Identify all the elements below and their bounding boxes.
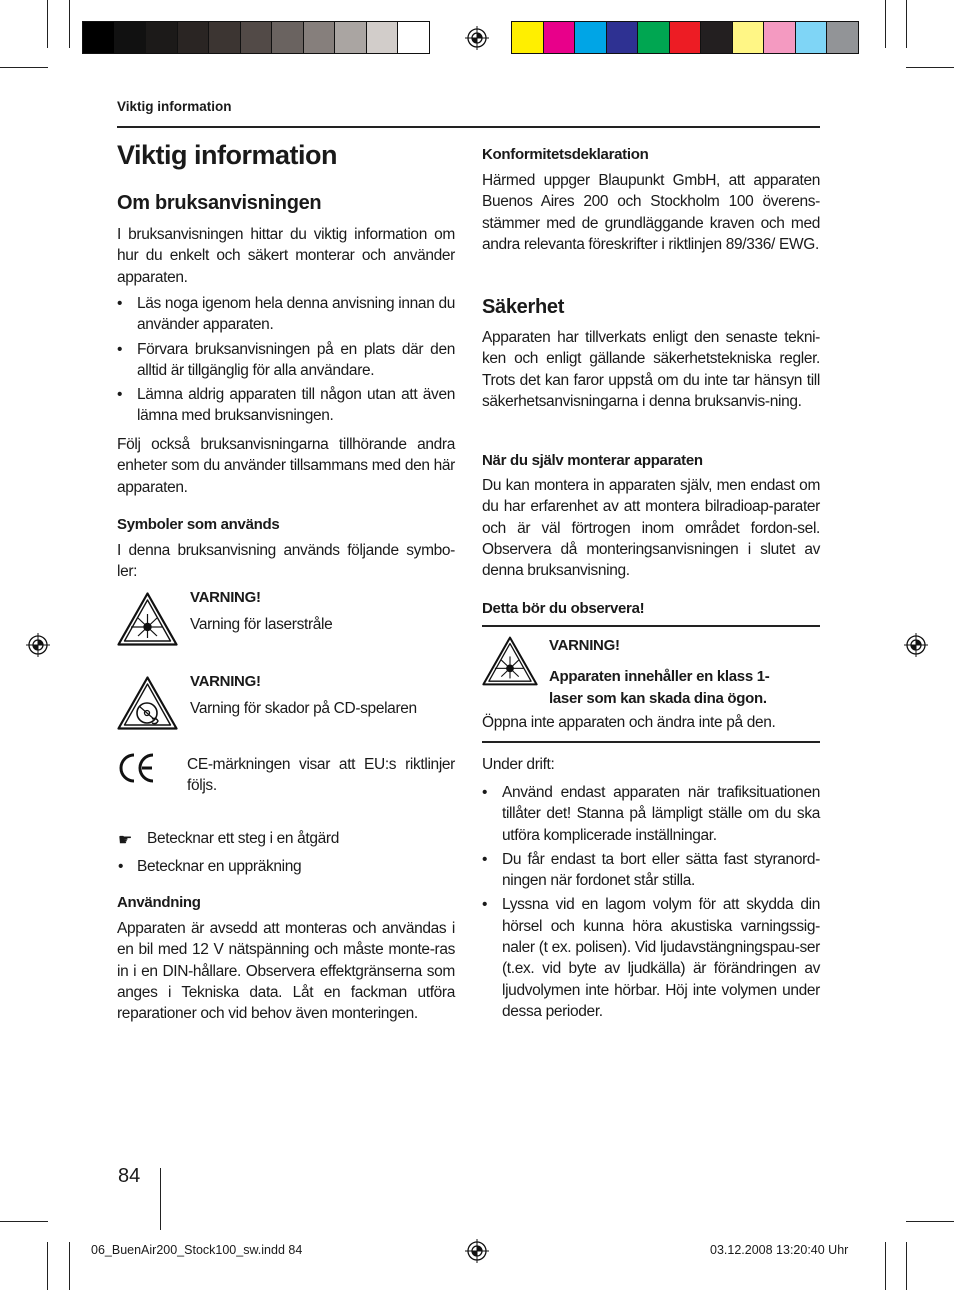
color-swatch xyxy=(764,22,796,53)
page-number: 84 xyxy=(118,1165,141,1187)
safety-paragraph: Apparaten har tillverkats enligt den senaste tekni-ken och enligt gällande säkerhetstekniska regler. Trots det kan faror uppstå om du inte tar hänsyn till säkerhetsanvisningarna i denna bruksanvis-ning. xyxy=(482,329,820,410)
warning-text: Varning för laserstråle xyxy=(190,616,333,633)
color-swatch xyxy=(178,22,210,53)
color-swatch xyxy=(115,22,147,53)
list-item: • Använd endast apparaten när trafiksituationen tillåter det! Stanna på lämpligt ställe om du ska utföra komplicerade inställningar. xyxy=(482,782,820,846)
color-swatch xyxy=(733,22,765,53)
laser-warning-icon xyxy=(117,592,178,646)
warning-text: Varning för skador på CD-spelaren xyxy=(190,700,417,717)
operation-bullet-list xyxy=(482,782,820,1025)
symbols-intro-paragraph: I denna bruksanvisning används följande symbo-ler: xyxy=(117,542,455,581)
color-swatch xyxy=(544,22,576,53)
usage-heading: Användning xyxy=(117,894,201,911)
page-title: Viktig information xyxy=(117,140,338,170)
list-item: • Förvara bruksanvisningen på en plats där den alltid är tillgänglig för alla användare. xyxy=(117,339,455,382)
enumeration-symbol-text: Betecknar en uppräkning xyxy=(137,858,302,875)
bullet-icon: • xyxy=(118,858,124,875)
warning-title: VARNING! xyxy=(190,589,261,606)
color-swatch xyxy=(272,22,304,53)
crop-mark xyxy=(0,1221,48,1222)
color-swatch xyxy=(638,22,670,53)
laser-warning-icon xyxy=(482,635,538,687)
crop-mark xyxy=(47,1242,48,1290)
page-divider xyxy=(160,1168,161,1230)
om-bullet-list xyxy=(117,293,455,430)
operation-intro: Under drift: xyxy=(482,756,555,773)
step-symbol-text: Betecknar ett steg i en åtgärd xyxy=(147,830,339,847)
crop-mark xyxy=(69,1242,70,1290)
crop-mark xyxy=(0,67,48,68)
running-header: Viktig information xyxy=(117,99,232,114)
warning-title: VARNING! xyxy=(190,673,261,690)
color-swatch xyxy=(607,22,639,53)
cd-player-warning-icon xyxy=(117,676,178,730)
crop-mark xyxy=(906,1242,907,1290)
ce-mark-icon xyxy=(117,752,157,784)
warning-text: Apparaten innehåller en klass 1-laser som kan skada dina ögon. xyxy=(549,668,770,707)
color-swatch xyxy=(335,22,367,53)
om-follow-paragraph: Följ också bruksanvisningarna tillhörande andra enheter som du använder tillsammans med den här apparaten. xyxy=(117,436,455,496)
color-swatch xyxy=(512,22,544,53)
registration-mark-icon xyxy=(904,633,928,657)
pointing-hand-icon: ☛ xyxy=(118,832,133,849)
color-swatch xyxy=(701,22,733,53)
footer-filename: 06_BuenAir200_Stock100_sw.indd 84 xyxy=(91,1243,303,1257)
color-swatch xyxy=(827,22,858,53)
crop-mark xyxy=(885,1242,886,1290)
usage-paragraph: Apparaten är avsedd att monteras och användas i en bil med 12 V nätspänning och måste monte-ras in i en DIN-hållare. Observera effektgränserna som anges i Tekniska data. Låt en fackman utföra reparationer och vid behov även monteringen. xyxy=(117,920,455,1023)
color-swatch xyxy=(367,22,399,53)
section-heading-om-bruksanvisningen: Om bruksanvisningen xyxy=(117,192,322,214)
install-heading: När du själv monterar apparaten xyxy=(482,452,703,469)
om-intro-paragraph: I bruksanvisningen hittar du viktig information om hur du enkelt och säkert monterar och använder apparaten. xyxy=(117,226,455,286)
color-swatch xyxy=(670,22,702,53)
registration-mark-icon xyxy=(26,633,50,657)
crop-mark xyxy=(69,0,70,48)
warning-box-top-rule xyxy=(482,625,820,627)
color-swatch xyxy=(398,22,429,53)
install-paragraph: Du kan montera in apparaten själv, men endast om du har erfarenhet av att montera bilradioap-parater och är väl förtrogen inom området fordon-sel. Observera då monteringsanvisningen i slutet av denna bruksanvisning. xyxy=(482,477,820,580)
color-swatch xyxy=(304,22,336,53)
ce-mark-text: CE-märkningen visar att EU:s riktlinjer följs. xyxy=(187,756,455,795)
color-swatch xyxy=(241,22,273,53)
list-item: • Läs noga igenom hela denna anvisning innan du använder apparaten. xyxy=(117,293,455,336)
section-heading-sakerhet: Säkerhet xyxy=(482,296,565,318)
symbols-heading: Symboler som används xyxy=(117,516,280,533)
color-swatch xyxy=(575,22,607,53)
process-color-bar xyxy=(511,21,859,54)
header-rule xyxy=(117,126,820,128)
registration-mark-icon xyxy=(465,26,489,50)
observe-heading: Detta bör du observera! xyxy=(482,600,645,617)
list-item: • Lyssna vid en lagom volym för att skydda din hörsel och kunna höra akustiska varningssig-naler (t ex. polisen). Vid ljudavstängningspau-ser (t.ex. vid byte av ljudkälla) är förändringen av ljudvolymen inte hörbar. Höj inte volymen under dessa perioder. xyxy=(482,894,820,1022)
crop-mark xyxy=(906,1221,954,1222)
warning-box-bottom-rule xyxy=(482,741,820,743)
color-swatch xyxy=(209,22,241,53)
list-item: • Lämna aldrig apparaten till någon utan att även lämna med bruksanvisningen. xyxy=(117,384,455,427)
color-swatch xyxy=(146,22,178,53)
crop-mark xyxy=(47,0,48,48)
color-swatch xyxy=(796,22,828,53)
warning-title: VARNING! xyxy=(549,637,620,654)
grayscale-color-bar xyxy=(82,21,430,54)
conformity-heading: Konformitetsdeklaration xyxy=(482,146,649,163)
crop-mark xyxy=(885,0,886,48)
crop-mark xyxy=(906,67,954,68)
registration-mark-icon xyxy=(465,1239,489,1263)
crop-mark xyxy=(906,0,907,48)
color-swatch xyxy=(83,22,115,53)
footer-timestamp: 03.12.2008 13:20:40 Uhr xyxy=(710,1243,849,1257)
warning-followup-text: Öppna inte apparaten och ändra inte på den. xyxy=(482,714,776,731)
list-item: • Du får endast ta bort eller sätta fast styranord-ningen när fordonet står stilla. xyxy=(482,849,820,892)
conformity-paragraph: Härmed uppger Blaupunkt GmbH, att apparaten Buenos Aires 200 och Stockholm 100 överens-stämmer med de grundläggande kraven och med andra relevanta föreskrifter i riktlinjen 89/336/ EWG. xyxy=(482,172,820,253)
